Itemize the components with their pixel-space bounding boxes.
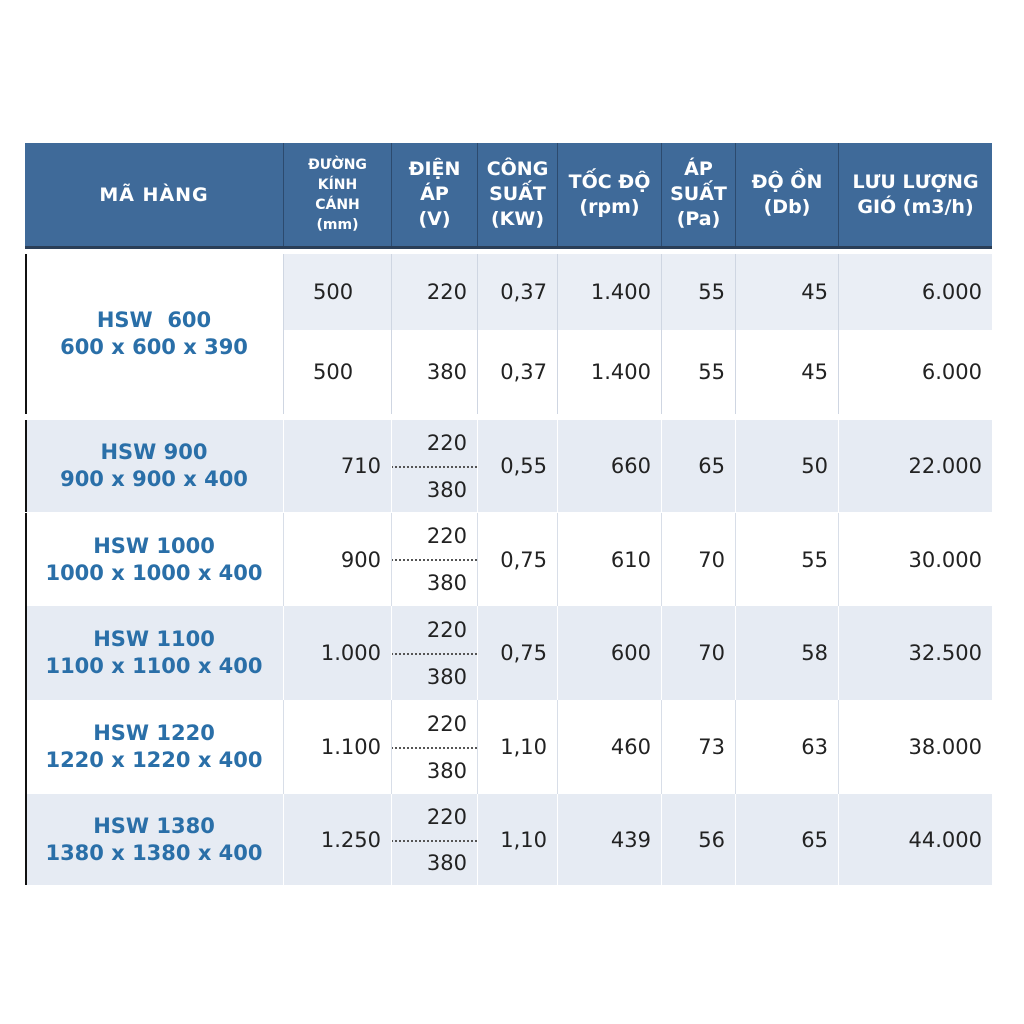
column-divider: [661, 700, 662, 794]
speed-value: 439: [610, 827, 651, 852]
header-luu-luong: [838, 143, 992, 246]
table-row-hsw-1380: [25, 794, 992, 885]
noise-value: 55: [801, 547, 828, 572]
column-divider: [477, 513, 478, 606]
column-divider: [477, 254, 478, 414]
column-divider: [661, 513, 662, 606]
noise-value: 63: [801, 735, 828, 759]
airflow-value: 38.000: [908, 735, 982, 759]
column-divider: [283, 513, 284, 606]
column-divider: [477, 420, 478, 512]
column-divider: [735, 254, 736, 414]
column-divider: [283, 606, 284, 700]
column-divider: [661, 794, 662, 885]
column-divider: [735, 700, 736, 794]
model-name: HSW 1100: [93, 627, 215, 651]
header-do-on-label: ĐỘ ỒN (Db): [751, 170, 823, 218]
header-toc-do-label: TỐC ĐỘ (rpm): [568, 170, 651, 218]
voltage-220: 220: [426, 431, 467, 455]
column-divider: [283, 254, 284, 414]
column-divider: [838, 794, 839, 885]
column-divider: [557, 794, 558, 885]
header-cong-suat-label: CÔNG SUẤT (KW): [486, 158, 549, 230]
column-divider: [557, 254, 558, 414]
model-name: HSW 1380: [93, 813, 215, 838]
model-cell: [25, 254, 283, 414]
pressure-value: 73: [698, 735, 725, 759]
header-dien-ap-label: ĐIỆN ÁP (V): [408, 158, 461, 230]
model-cell: [25, 794, 283, 885]
column-divider: [838, 513, 839, 606]
diameter-value: 1.000: [320, 641, 381, 665]
column-divider: [661, 254, 662, 414]
diameter-value: 710: [340, 454, 381, 478]
left-border: [25, 254, 27, 414]
left-border: [25, 700, 27, 794]
pressure-value: 70: [698, 547, 725, 572]
airflow-value: 44.000: [908, 827, 982, 852]
fan-spec-table: [25, 143, 992, 885]
airflow-value: 32.500: [908, 641, 982, 665]
table-row-hsw-1100: [25, 606, 992, 700]
pressure-value: 55: [698, 280, 725, 304]
header-ap-suat-label: ÁP SUẤT (Pa): [670, 158, 727, 230]
header-duong-kinh: [283, 143, 391, 246]
column-divider: [391, 606, 392, 700]
model-cell: [25, 420, 283, 512]
column-divider: [391, 794, 392, 885]
voltage-380: 380: [426, 571, 467, 595]
column-divider: [391, 254, 392, 414]
column-divider: [391, 513, 392, 606]
column-divider: [838, 420, 839, 512]
model-dims: 1000 x 1000 x 400: [45, 560, 263, 585]
column-divider: [557, 606, 558, 700]
speed-value: 610: [610, 547, 651, 572]
column-divider: [735, 794, 736, 885]
sub-row-380: [283, 330, 992, 414]
voltage-220: 220: [426, 805, 467, 829]
header-duong-kinh-label: ĐƯỜNG KÍNH CÁNH (mm): [308, 156, 367, 233]
model-cell: [25, 606, 283, 700]
speed-value: 1.400: [590, 280, 651, 304]
diameter-value: 1.100: [320, 735, 381, 759]
table-row-hsw-900: [25, 420, 992, 512]
model-dims: 1380 x 1380 x 400: [45, 840, 263, 865]
model-cell: [25, 700, 283, 794]
table-row-hsw-1000: [25, 513, 992, 606]
airflow-value: 30.000: [908, 547, 982, 572]
airflow-value: 22.000: [908, 454, 982, 478]
column-divider: [661, 606, 662, 700]
power-value: 0,55: [500, 454, 547, 478]
column-divider: [283, 794, 284, 885]
model-name: HSW 1000: [93, 533, 215, 558]
column-divider: [391, 700, 392, 794]
column-divider: [735, 606, 736, 700]
model-dims: 1100 x 1100 x 400: [45, 654, 263, 678]
column-divider: [477, 700, 478, 794]
table-header: [25, 143, 992, 249]
diameter-value: 900: [340, 547, 381, 572]
power-value: 0,75: [500, 641, 547, 665]
column-divider: [557, 420, 558, 512]
voltage-220: 220: [426, 617, 467, 642]
column-divider: [735, 513, 736, 606]
left-border: [25, 513, 27, 606]
column-divider: [391, 420, 392, 512]
header-ma-hang-label: MÃ HÀNG: [99, 183, 209, 206]
left-border: [25, 794, 27, 885]
power-value: 0,37: [500, 360, 547, 384]
model-name: HSW 600: [96, 308, 212, 332]
noise-value: 45: [801, 360, 828, 384]
column-divider: [283, 420, 284, 512]
speed-value: 660: [610, 454, 651, 478]
column-divider: [838, 254, 839, 414]
header-do-on: [735, 143, 838, 246]
sub-row-220: [283, 254, 992, 330]
airflow-value: 6.000: [921, 280, 982, 304]
diameter-value: 500: [313, 280, 354, 304]
speed-value: 460: [610, 735, 651, 759]
column-divider: [735, 420, 736, 512]
header-ap-suat: [661, 143, 735, 246]
column-divider: [838, 606, 839, 700]
voltage-380: 380: [426, 759, 467, 783]
table-row-hsw-600: [25, 254, 992, 414]
voltage-value: 220: [426, 280, 467, 304]
voltage-380: 380: [426, 665, 467, 689]
model-dims: 600 x 600 x 390: [60, 335, 248, 359]
power-value: 0,75: [500, 547, 547, 572]
column-divider: [283, 700, 284, 794]
voltage-value: 380: [426, 360, 467, 384]
column-divider: [661, 420, 662, 512]
left-border: [25, 606, 27, 700]
noise-value: 45: [801, 280, 828, 304]
noise-value: 50: [801, 454, 828, 478]
voltage-380: 380: [426, 851, 467, 875]
speed-value: 1.400: [590, 360, 651, 384]
column-divider: [557, 513, 558, 606]
voltage-220: 220: [426, 524, 467, 548]
column-divider: [557, 700, 558, 794]
model-dims: 900 x 900 x 400: [60, 467, 248, 491]
header-dien-ap: [391, 143, 477, 246]
noise-value: 58: [801, 641, 828, 665]
diameter-value: 500: [313, 360, 354, 384]
noise-value: 65: [801, 827, 828, 852]
column-divider: [477, 606, 478, 700]
voltage-220: 220: [426, 711, 467, 736]
pressure-value: 55: [698, 360, 725, 384]
power-value: 0,37: [500, 280, 547, 304]
pressure-value: 56: [698, 827, 725, 852]
header-luu-luong-label: LƯU LƯỢNG GIÓ (m3/h): [852, 170, 979, 218]
table-row-hsw-1220: [25, 700, 992, 794]
pressure-value: 70: [698, 641, 725, 665]
model-dims: 1220 x 1220 x 400: [45, 748, 263, 772]
header-toc-do: [557, 143, 661, 246]
diameter-value: 1.250: [320, 827, 381, 852]
header-cong-suat: [477, 143, 557, 246]
power-value: 1,10: [500, 735, 547, 759]
power-value: 1,10: [500, 827, 547, 852]
model-name: HSW 900: [100, 440, 208, 464]
pressure-value: 65: [698, 454, 725, 478]
column-divider: [477, 794, 478, 885]
left-border: [25, 420, 27, 512]
model-name: HSW 1220: [93, 721, 215, 745]
voltage-380: 380: [426, 477, 467, 502]
speed-value: 600: [610, 641, 651, 665]
column-divider: [838, 700, 839, 794]
header-ma-hang: [25, 143, 283, 246]
airflow-value: 6.000: [921, 360, 982, 384]
model-cell: [25, 513, 283, 606]
